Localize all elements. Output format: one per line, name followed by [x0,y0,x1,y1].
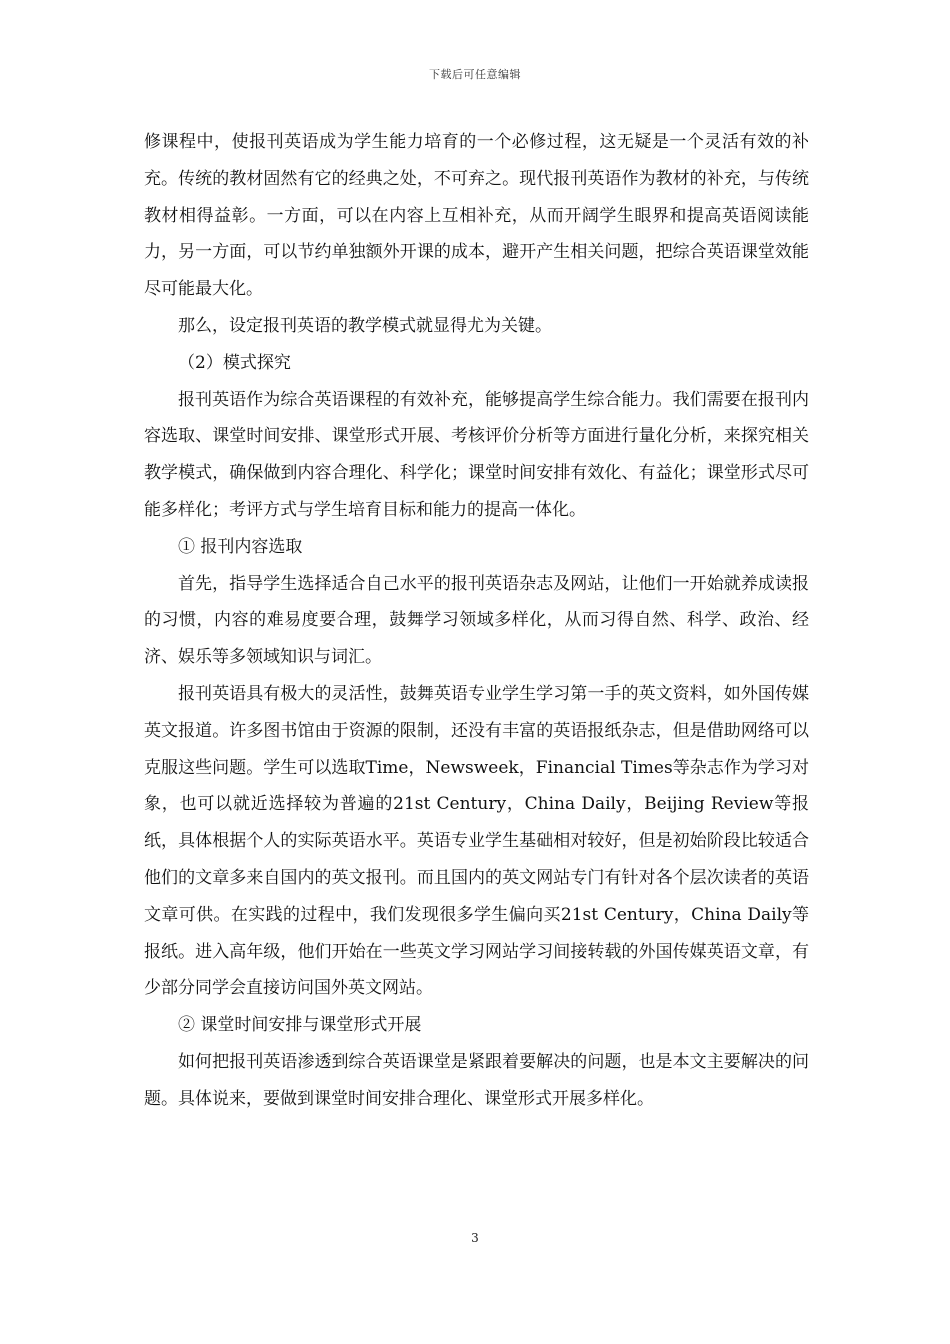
paragraph: 那么，设定报刊英语的教学模式就显得尤为关键。 [178,315,552,336]
paragraph: 如何把报刊英语渗透到综合英语课堂是紧跟着要解决的问题，也是本文主要解决的问题。具体说来，要做到课堂时间安排合理化、课堂形式开展多样化。 [144,1051,809,1109]
paragraph: 报刊英语作为综合英语课程的有效补充，能够提高学生综合能力。我们需要在报刊内容选取、课堂时间安排、课堂形式开展、考核评价分析等方面进行量化分析，来探究相关教学模式，确保做到内容合理化、科学化；课堂时间安排有效化、有益化；课堂形式尽可能多样化；考评方式与学生培育目标和能力的提高一体化。 [144,389,809,520]
section-heading: （2）模式探究 [178,352,291,373]
subsection-heading: ② 课堂时间安排与课堂形式开展 [178,1015,422,1036]
page-number: 3 [471,1231,479,1245]
paragraph: 首先，指导学生选择适合自己水平的报刊英语杂志及网站，让他们一开始就养成读报的习惯，内容的难易度要合理，鼓舞学习领域多样化，从而习得自然、科学、政治、经济、娱乐等多领域知识与词汇。 [144,573,809,668]
paragraph-continued: 修课程中，使报刊英语成为学生能力培育的一个必修过程，这无疑是一个灵活有效的补充。传统的教材固然有它的经典之处，不可弃之。现代报刊英语作为教材的补充，与传统教材相得益彰。一方面，可以在内容上互相补充，从而开阔学生眼界和提高英语阅读能力，另一方面，可以节约单独额外开课的成本，避开产生相关问题，把综合英语课堂效能尽可能最大化。 [144,132,809,300]
subsection-heading: ① 报刊内容选取 [178,536,303,557]
document-body [144,124,809,1118]
page-header: 下载后可任意编辑 [429,68,521,81]
paragraph: 报刊英语具有极大的灵活性，鼓舞英语专业学生学习第一手的英文资料，如外国传媒英文报道。许多图书馆由于资源的限制，还没有丰富的英语报纸杂志，但是借助网络可以克服这些问题。学生可以选取Time，Newsweek，Financial Times等杂志作为学习对象，也可以就近选择较为普遍的21st Century，China Daily，Beijing Review等报纸，具体根据个人的实际英语水平。英语专业学生基础相对较好，但是初始阶段比较适合他们的文章多来自国内的英文报刊。而且国内的英文网站专门有针对各个层次读者的英语文章可供。在实践的过程中，我们发现很多学生偏向买21st Century，China Daily等报纸。进入高年级，他们开始在一些英文学习网站学习间接转载的外国传媒英语文章，有少部分同学会直接访问国外英文网站。 [144,683,809,999]
